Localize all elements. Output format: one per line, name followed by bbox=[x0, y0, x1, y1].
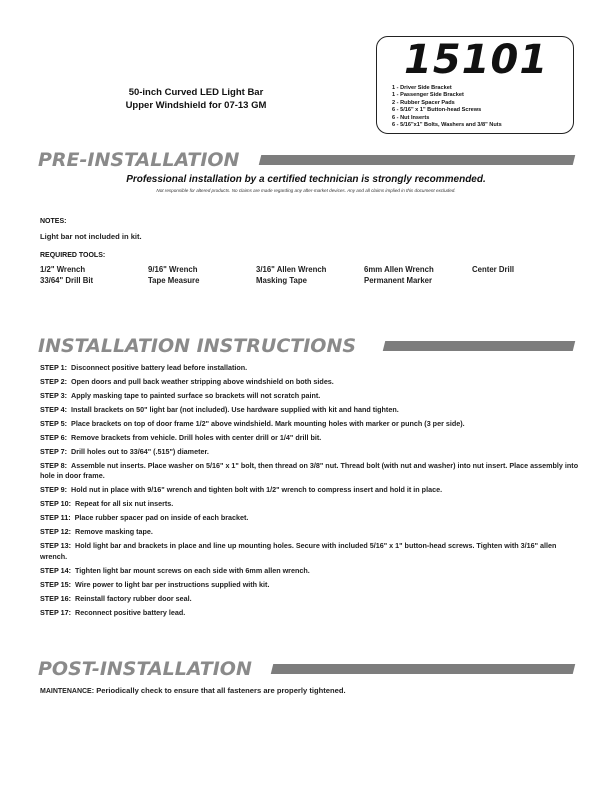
step-label: STEP 17: bbox=[40, 607, 72, 617]
step-text: Remove masking tape. bbox=[75, 527, 153, 537]
kit-item: 6 - 5/16"x1" Bolts, Washers and 3/8" Nuts bbox=[392, 122, 502, 129]
step-label: STEP 1: bbox=[40, 363, 68, 372]
kit-contents-list bbox=[392, 85, 502, 129]
step-item bbox=[40, 513, 580, 523]
step-text: Install brackets on 50" light bar (not included). Use hardware supplied with kit and hand tighten. bbox=[71, 405, 399, 414]
tool-item: Center Drill bbox=[472, 265, 515, 274]
step-label: STEP 11: bbox=[40, 513, 71, 523]
installation-header bbox=[38, 335, 578, 357]
maintenance-label: MAINTENANCE: bbox=[40, 688, 95, 695]
section-divider-bar bbox=[259, 155, 575, 165]
part-number: 15101 bbox=[404, 37, 549, 83]
step-item bbox=[40, 608, 580, 618]
step-item bbox=[40, 566, 580, 576]
step-text: Hold nut in place with 9/16" wrench and tighten bolt with 1/2" wrench to compress insert and hold it in place. bbox=[71, 485, 443, 495]
step-label: STEP 4: bbox=[40, 405, 68, 414]
step-item bbox=[40, 377, 580, 387]
step-label: STEP 7: bbox=[40, 447, 68, 456]
step-item bbox=[40, 580, 580, 590]
required-tools-label: REQUIRED TOOLS: bbox=[40, 252, 106, 259]
tool-item: Permanent Marker bbox=[364, 276, 433, 285]
step-label: STEP 13: bbox=[40, 541, 72, 551]
step-text: Apply masking tape to painted surface so brackets will not scratch paint. bbox=[71, 391, 321, 400]
step-text: Tighten light bar mount screws on each side with 6mm allen wrench. bbox=[75, 565, 310, 575]
step-label: STEP 12: bbox=[40, 527, 72, 537]
kit-item: 6 - 5/16" x 1" Button-head Screws bbox=[392, 107, 482, 114]
legal-disclaimer: Not responsible for altered products. No claims are made regarding any after-market devices. Any and all claims implied in this document excluded. bbox=[156, 188, 456, 193]
kit-item: 1 - Passenger Side Bracket bbox=[392, 92, 464, 99]
step-text: Repeat for all six nut inserts. bbox=[75, 499, 174, 509]
installation-steps-list bbox=[40, 363, 580, 622]
tool-item: Masking Tape bbox=[256, 276, 307, 285]
step-text: Hold light bar and brackets in place and line up mounting holes. Secure with included 5/16" x 1" button-head screws. Tighten with 3/16" allen wrench. bbox=[40, 541, 557, 561]
tool-item: 6mm Allen Wrench bbox=[364, 265, 434, 274]
post-installation-header bbox=[38, 658, 578, 680]
kit-item: 6 - Nut Inserts bbox=[392, 114, 430, 121]
step-label: STEP 10: bbox=[40, 499, 72, 509]
step-text: Disconnect positive battery lead before installation. bbox=[71, 363, 248, 372]
step-text: Reconnect positive battery lead. bbox=[75, 607, 186, 617]
step-label: STEP 16: bbox=[40, 593, 72, 603]
step-item bbox=[40, 363, 580, 373]
step-item bbox=[40, 461, 580, 482]
step-item bbox=[40, 419, 580, 429]
pre-installation-header bbox=[38, 149, 578, 171]
step-item bbox=[40, 405, 580, 415]
post-installation-heading: POST-INSTALLATION bbox=[38, 658, 252, 680]
notes-text: Light bar not included in kit. bbox=[40, 232, 142, 241]
step-text: Drill holes out to 33/64" (.515") diameter. bbox=[71, 447, 209, 456]
step-label: STEP 15: bbox=[40, 579, 72, 589]
step-label: STEP 9: bbox=[40, 485, 68, 495]
title-line-1: 50-inch Curved LED Light Bar bbox=[128, 87, 264, 98]
installation-heading: INSTALLATION INSTRUCTIONS bbox=[38, 335, 357, 357]
tool-item: 3/16" Allen Wrench bbox=[256, 265, 327, 274]
required-tools-grid bbox=[40, 265, 560, 285]
step-item bbox=[40, 485, 580, 495]
step-text: Reinstall factory rubber door seal. bbox=[75, 593, 192, 603]
tool-item: 9/16" Wrench bbox=[148, 265, 198, 274]
step-text: Assemble nut inserts. Place washer on 5/16" x 1" bolt, then thread on 3/8" nut. Thread bolt (with nut and washer) into nut insert. Place assembly into hole in door frame. bbox=[40, 461, 579, 481]
step-text: Remove brackets from vehicle. Drill holes with center drill or 1/4" drill bit. bbox=[71, 433, 322, 442]
step-label: STEP 2: bbox=[40, 377, 68, 386]
step-item bbox=[40, 541, 580, 562]
maintenance-note bbox=[40, 686, 346, 695]
notes-label: NOTES: bbox=[40, 218, 67, 225]
step-label: STEP 5: bbox=[40, 419, 68, 428]
pre-installation-heading: PRE-INSTALLATION bbox=[38, 149, 240, 171]
tool-item: Tape Measure bbox=[148, 276, 200, 285]
section-divider-bar bbox=[271, 664, 575, 674]
step-text: Place rubber spacer pad on inside of each bracket. bbox=[74, 513, 249, 523]
maintenance-text: Periodically check to ensure that all fasteners are properly tightened. bbox=[96, 686, 346, 695]
step-item bbox=[40, 527, 580, 537]
step-label: STEP 8: bbox=[40, 461, 68, 470]
step-label: STEP 14: bbox=[40, 565, 72, 575]
step-item bbox=[40, 499, 580, 509]
step-label: STEP 6: bbox=[40, 433, 68, 442]
step-text: Open doors and pull back weather stripping above windshield on both sides. bbox=[71, 377, 334, 386]
tool-item: 33/64" Drill Bit bbox=[40, 276, 94, 285]
step-item bbox=[40, 447, 580, 457]
document-title bbox=[96, 86, 296, 112]
title-line-2: Upper Windshield for 07-13 GM bbox=[125, 100, 267, 111]
step-label: STEP 3: bbox=[40, 391, 68, 400]
step-text: Place brackets on top of door frame 1/2" above windshield. Mark mounting holes with marker or punch (3 per side). bbox=[71, 419, 465, 428]
section-divider-bar bbox=[383, 341, 575, 351]
step-item bbox=[40, 594, 580, 604]
tool-item: 1/2" Wrench bbox=[40, 265, 86, 274]
step-item bbox=[40, 433, 580, 443]
kit-item: 2 - Rubber Spacer Pads bbox=[392, 99, 455, 106]
tool-item bbox=[472, 276, 560, 285]
step-text: Wire power to light bar per instructions supplied with kit. bbox=[75, 579, 270, 589]
step-item bbox=[40, 391, 580, 401]
installation-recommendation: Professional installation by a certified technician is strongly recommended. bbox=[126, 174, 486, 185]
kit-item: 1 - Driver Side Bracket bbox=[392, 85, 452, 91]
